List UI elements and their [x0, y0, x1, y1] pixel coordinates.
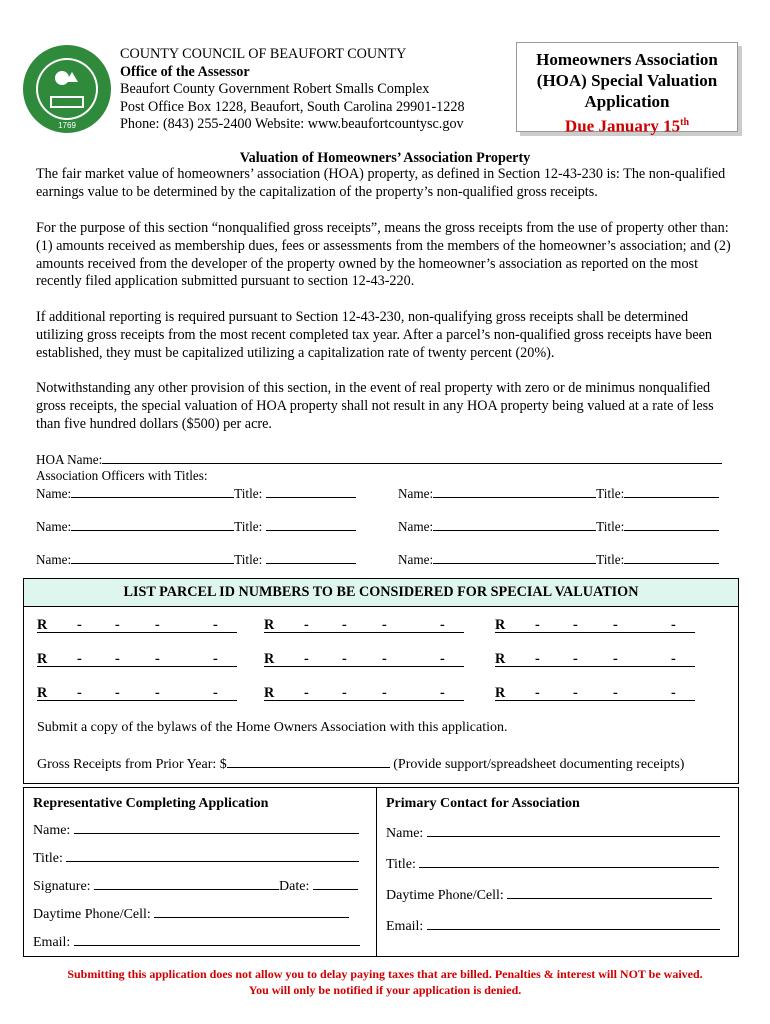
- contacts-section: [23, 787, 739, 957]
- officer-row: Name: Title:: [398, 485, 719, 502]
- gross-receipts-row: [37, 755, 684, 773]
- parcel-dash: -: [115, 617, 120, 633]
- parcel-prefix: R: [264, 685, 275, 701]
- representative-column: Representative Completing Application Name: Title: Signature: Date: Daytime Phone/Cell: Email:: [33, 796, 360, 951]
- rep-title-field[interactable]: [66, 849, 359, 862]
- office-name: Office of the Assessor: [120, 63, 250, 80]
- due-date: Due January 15th: [564, 116, 690, 136]
- parcel-dash: -: [382, 617, 387, 633]
- parcel-dash: -: [671, 617, 676, 633]
- parcel-prefix: R: [37, 617, 48, 633]
- rep-email-field[interactable]: [74, 933, 360, 946]
- parcel-section: [23, 578, 739, 784]
- rep-date-field[interactable]: [313, 877, 358, 890]
- parcel-id-field[interactable]: [264, 685, 464, 701]
- parcel-dash: -: [671, 651, 676, 667]
- parcel-dash: -: [440, 651, 445, 667]
- parcel-id-field[interactable]: [264, 617, 464, 633]
- contact-heading: Primary Contact for Association: [386, 796, 580, 811]
- column-divider: [376, 788, 377, 956]
- section-title: Valuation of Homeowners’ Association Property: [239, 150, 531, 166]
- hoa-name-row: [36, 451, 722, 468]
- parcel-dash: -: [155, 617, 160, 633]
- rep-name-field[interactable]: [74, 821, 359, 834]
- contact-name-field[interactable]: [427, 824, 720, 837]
- parcel-id-field[interactable]: [37, 685, 237, 701]
- officer-row: Name: Title:: [36, 518, 356, 535]
- parcel-id-field[interactable]: [264, 651, 464, 667]
- gross-receipts-field[interactable]: [227, 755, 390, 768]
- seal-year: 1769: [58, 121, 76, 130]
- officer-title-field[interactable]: [266, 518, 356, 531]
- parcel-dash: -: [115, 651, 120, 667]
- parcel-dash: -: [342, 685, 347, 701]
- parcel-dash: -: [304, 685, 309, 701]
- parcel-id-field[interactable]: [495, 685, 695, 701]
- council-name: COUNTY COUNCIL OF BEAUFORT COUNTY: [120, 46, 407, 62]
- parcel-dash: -: [382, 651, 387, 667]
- representative-heading: Representative Completing Application: [33, 796, 269, 811]
- parcel-dash: -: [213, 685, 218, 701]
- gross-receipts-label: Gross Receipts from Prior Year: $: [37, 757, 227, 772]
- parcel-dash: -: [573, 617, 578, 633]
- office-header: [120, 46, 465, 134]
- mailing-address: Post Office Box 1228, Beaufort, South Carolina 29901-1228: [120, 98, 465, 115]
- parcel-dash: -: [155, 651, 160, 667]
- officer-row: Name: Title:: [398, 518, 719, 535]
- parcel-dash: -: [535, 651, 540, 667]
- parcel-dash: -: [671, 685, 676, 701]
- parcel-dash: -: [573, 685, 578, 701]
- parcel-prefix: R: [37, 685, 48, 701]
- parcel-dash: -: [382, 685, 387, 701]
- parcel-prefix: R: [264, 617, 275, 633]
- parcel-dash: -: [304, 617, 309, 633]
- officer-row: Name: Title:: [36, 485, 356, 502]
- officers-label: Association Officers with Titles:: [36, 468, 208, 483]
- parcel-dash: -: [613, 617, 618, 633]
- officer-title-field[interactable]: [624, 485, 719, 498]
- officer-row: Name: Title:: [398, 551, 719, 568]
- gross-receipts-note: (Provide support/spreadsheet documenting receipts): [393, 757, 685, 772]
- parcel-id-field[interactable]: [495, 651, 695, 667]
- parcel-dash: -: [613, 651, 618, 667]
- contact-email-field[interactable]: [427, 917, 720, 930]
- contact-column: Primary Contact for Association Name: Title: Daytime Phone/Cell: Email:: [386, 796, 720, 935]
- officer-name-field[interactable]: [433, 518, 596, 531]
- officer-row: Name: Title:: [36, 551, 356, 568]
- paragraph-4: Notwithstanding any other provision of this section, in the event of real property with zero or de minimus nonqualified gross receipts, the special valuation of HOA property shall not result in any HOA property being valued at a rate of less than five hundred dollars ($500) per acre.: [36, 380, 714, 432]
- parcel-dash: -: [342, 651, 347, 667]
- parcel-prefix: R: [37, 651, 48, 667]
- parcel-prefix: R: [495, 685, 506, 701]
- rep-signature-field[interactable]: [94, 877, 279, 890]
- paragraph-1: The fair market value of homeowners’ association (HOA) property, as defined in Section 12-43-230 is: The non-qualified earnings value to be determined by the capitalization of the property’s non-qualified gross receipts.: [36, 166, 726, 200]
- parcel-heading: LIST PARCEL ID NUMBERS TO BE CONSIDERED FOR SPECIAL VALUATION: [24, 579, 738, 607]
- complex-name: Beaufort County Government Robert Smalls Complex: [120, 81, 430, 97]
- footer-warning-1: Submitting this application does not allow you to delay paying taxes that are billed. Penalties & interest will NOT be waived.: [67, 967, 703, 981]
- parcel-dash: -: [342, 617, 347, 633]
- officer-name-field[interactable]: [433, 485, 596, 498]
- parcel-dash: -: [613, 685, 618, 701]
- title-line-2: (HOA) Special Valuation: [536, 71, 718, 90]
- paragraph-2: For the purpose of this section “nonqualified gross receipts”, means the gross receipts from the use of property other than: (1) amounts received as membership dues, fees or assessments from the members of the homeowner’s association; and (2) amounts received from the developer of the property owned by the homeowner’s association as reported on the most recently filed application submitted pursuant to section 12-43-220.: [36, 220, 731, 290]
- footer-warning-2: You will only be notified if your application is denied.: [248, 983, 522, 997]
- bylaws-note: Submit a copy of the bylaws of the Home Owners Association with this application.: [37, 720, 508, 735]
- officer-name-field[interactable]: [71, 551, 234, 564]
- parcel-prefix: R: [264, 651, 275, 667]
- officer-name-field[interactable]: [433, 551, 596, 564]
- contact-title-field[interactable]: [419, 855, 719, 868]
- officer-title-field[interactable]: [624, 518, 719, 531]
- parcel-dash: -: [304, 651, 309, 667]
- rep-phone-field[interactable]: [154, 905, 349, 918]
- parcel-dash: -: [440, 685, 445, 701]
- title-line-1: Homeowners Association: [536, 50, 718, 69]
- parcel-prefix: R: [495, 651, 506, 667]
- parcel-id-field[interactable]: [37, 617, 237, 633]
- parcel-prefix: R: [495, 617, 506, 633]
- parcel-dash: -: [115, 685, 120, 701]
- hoa-name-field[interactable]: [102, 451, 722, 464]
- contact-line: Phone: (843) 255-2400 Website: www.beaufortcountysc.gov: [120, 116, 464, 132]
- officer-title-field[interactable]: [624, 551, 719, 564]
- parcel-dash: -: [535, 617, 540, 633]
- officer-name-field[interactable]: [71, 518, 234, 531]
- parcel-dash: -: [77, 685, 82, 701]
- officer-name-field[interactable]: [71, 485, 234, 498]
- officer-title-field[interactable]: [266, 485, 356, 498]
- title-line-3: Application: [584, 92, 670, 111]
- parcel-dash: -: [213, 651, 218, 667]
- contact-phone-field[interactable]: [507, 886, 712, 899]
- parcel-dash: -: [573, 651, 578, 667]
- parcel-dash: -: [77, 617, 82, 633]
- officer-title-field[interactable]: [266, 551, 356, 564]
- paragraph-3: If additional reporting is required pursuant to Section 12-43-230, non-qualifying gross receipts shall be determined utilizing gross receipts from the most recent completed tax year. After a parcel’s non-qualified gross receipts have been established, they must be capitalized utilizing a capitalization rate of twenty percent (20%).: [36, 309, 713, 361]
- county-seal-logo: [22, 44, 112, 134]
- parcel-dash: -: [213, 617, 218, 633]
- parcel-dash: -: [77, 651, 82, 667]
- parcel-id-field[interactable]: [495, 617, 695, 633]
- parcel-id-field[interactable]: [37, 651, 237, 667]
- parcel-dash: -: [535, 685, 540, 701]
- parcel-dash: -: [440, 617, 445, 633]
- application-title-box: [516, 42, 738, 136]
- hoa-name-label: HOA Name:: [36, 452, 103, 467]
- parcel-dash: -: [155, 685, 160, 701]
